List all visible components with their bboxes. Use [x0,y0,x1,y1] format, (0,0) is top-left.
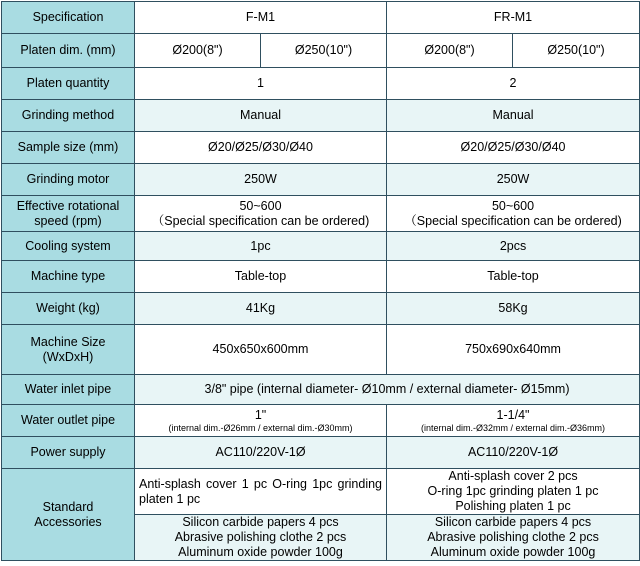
speed-label [2,196,135,232]
row-header [2,2,640,34]
cooling-label: Cooling system [2,232,135,261]
row-weight [2,293,640,325]
platen-dim-a2: Ø250(10") [261,34,387,68]
row-sample-size [2,132,640,164]
accessories-a-bottom [135,515,387,561]
speed-label-line2: speed (rpm) [34,213,102,228]
accessories-label-line2: Accessories [34,514,102,529]
speed-a-note: （Special specification can be ordered) [151,213,370,228]
grinding-motor-a: 250W [135,164,387,196]
water-outlet-a-dims: (internal dim.-Ø26mm / external dim.-Ø30mm) [168,422,353,433]
platen-dim-a1: Ø200(8") [135,34,261,68]
machine-type-label: Machine type [2,261,135,293]
row-platen-dim [2,34,640,68]
platen-qty-label: Platen quantity [2,68,135,100]
speed-b-note: （Special specification can be ordered) [404,213,622,228]
grinding-method-a: Manual [135,100,387,132]
water-outlet-label: Water outlet pipe [2,405,135,437]
water-outlet-a [135,405,387,437]
machine-size-b: 750x690x640mm [387,325,640,375]
accessories-a-bottom-line1: Silicon carbide papers 4 pcs [182,515,339,529]
model-a-header: F-M1 [135,2,387,34]
speed-a [135,196,387,232]
spec-label: Specification [2,2,135,34]
row-grinding-motor [2,164,640,196]
row-machine-size [2,325,640,375]
row-machine-type [2,261,640,293]
power-a: AC110/220V-1Ø [135,437,387,469]
row-cooling [2,232,640,261]
sample-size-a: Ø20/Ø25/Ø30/Ø40 [135,132,387,164]
grinding-motor-b: 250W [387,164,640,196]
accessories-b-bottom-line3: Aluminum oxide powder 100g [430,545,596,559]
speed-a-range: 50~600 [239,198,282,213]
platen-dim-b1: Ø200(8") [387,34,513,68]
platen-dim-b2: Ø250(10") [513,34,640,68]
power-label: Power supply [2,437,135,469]
row-accessories-top [2,469,640,515]
speed-b [387,196,640,232]
accessories-a-bottom-line2: Abrasive polishing clothe 2 pcs [174,530,347,544]
accessories-a-bottom-line3: Aluminum oxide powder 100g [178,545,343,559]
grinding-method-b: Manual [387,100,640,132]
accessories-b-bottom-line2: Abrasive polishing clothe 2 pcs [427,530,599,544]
speed-label-line1: Effective rotational [16,198,120,213]
machine-type-b: Table-top [387,261,640,293]
accessories-b-top-line1: Anti-splash cover 2 pcs [448,469,578,483]
accessories-a-top: Anti-splash cover 1 pc O-ring 1pc grinding platen 1 pc [135,469,387,515]
grinding-motor-label: Grinding motor [2,164,135,196]
platen-dim-label: Platen dim. (mm) [2,34,135,68]
sample-size-label: Sample size (mm) [2,132,135,164]
cooling-b: 2pcs [387,232,640,261]
sample-size-b: Ø20/Ø25/Ø30/Ø40 [387,132,640,164]
row-water-inlet [2,375,640,405]
spec-table [1,1,640,561]
machine-size-label [2,325,135,375]
weight-a: 41Kg [135,293,387,325]
water-outlet-b-size: 1-1/4" [496,407,530,422]
weight-b: 58Kg [387,293,640,325]
accessories-label-line1: Standard [42,499,94,514]
water-outlet-b [387,405,640,437]
accessories-b-bottom [387,515,640,561]
machine-type-a: Table-top [135,261,387,293]
weight-label: Weight (kg) [2,293,135,325]
grinding-method-label: Grinding method [2,100,135,132]
accessories-b-top [387,469,640,515]
machine-size-label-line2: (WxDxH) [42,349,94,364]
power-b: AC110/220V-1Ø [387,437,640,469]
platen-qty-b: 2 [387,68,640,100]
accessories-b-top-line3: Polishing platen 1 pc [455,499,571,513]
water-outlet-b-dims: (internal dim.-Ø32mm / external dim.-Ø36mm) [421,422,606,433]
cooling-a: 1pc [135,232,387,261]
accessories-b-bottom-line1: Silicon carbide papers 4 pcs [434,515,592,529]
water-inlet-value: 3/8" pipe (internal diameter- Ø10mm / external diameter- Ø15mm) [135,375,640,405]
machine-size-label-line1: Machine Size [30,334,106,349]
machine-size-a: 450x650x600mm [135,325,387,375]
row-grinding-method [2,100,640,132]
accessories-b-top-line2: O-ring 1pc grinding platen 1 pc [427,484,599,498]
accessories-label [2,469,135,561]
row-power [2,437,640,469]
platen-qty-a: 1 [135,68,387,100]
row-platen-qty [2,68,640,100]
water-outlet-a-size: 1" [254,407,267,422]
row-speed [2,196,640,232]
speed-b-range: 50~600 [491,198,535,213]
row-water-outlet [2,405,640,437]
model-b-header: FR-M1 [387,2,640,34]
water-inlet-label: Water inlet pipe [2,375,135,405]
